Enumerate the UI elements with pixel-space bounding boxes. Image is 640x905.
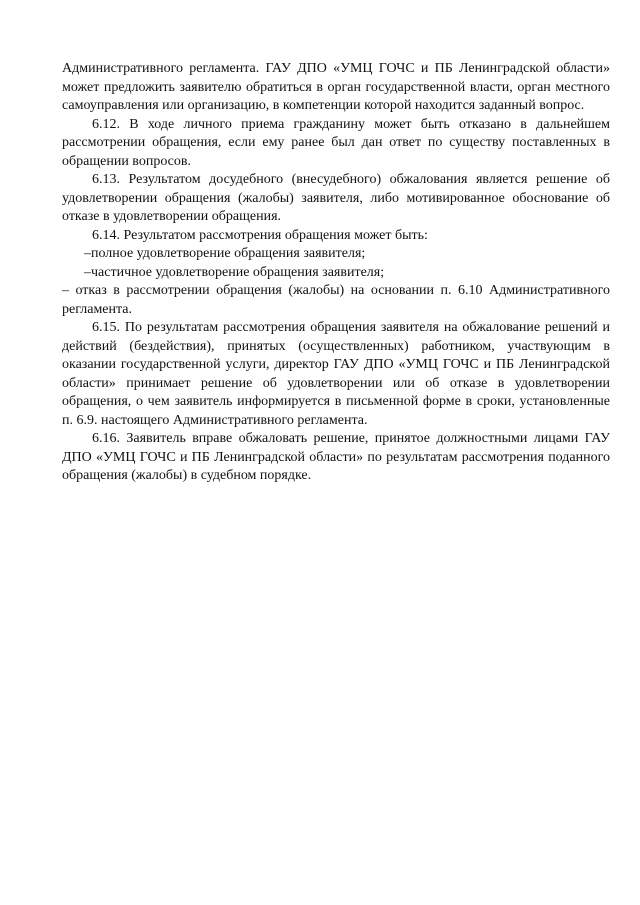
paragraph-6-12: 6.12. В ходе личного приема гражданину может быть отказано в дальнейшем рассмотрении обращения, если ему ранее был дан ответ по существу поставленных в обращении вопросов. <box>62 116 610 169</box>
paragraph-6-13: 6.13. Результатом досудебного (внесудебного) обжалования является решение об удовлетворении обращения (жалобы) заявителя, либо мотивированное обоснование об отказе в удовлетворении обращения. <box>62 172 610 224</box>
list-item-partial-satisfaction: –частичное удовлетворение обращения заявителя; <box>84 264 385 280</box>
document-page <box>62 60 610 486</box>
list-item-full-satisfaction: –полное удовлетворение обращения заявителя; <box>84 246 366 261</box>
paragraph-6-15: 6.15. По результатам рассмотрения обращения заявителя на обжалование решений и действий (бездействия), принятых (осуществленных) работником, участвующим в оказании государственной услуги, директор ГАУ ДПО «УМЦ ГОЧС и ПБ Ленинградской области» принимает решение об удовлетворении или об отказе в удовлетворении обращения, о чем заявитель информируется в письменной форме в сроки, установленные п. 6.9. настоящего Административного регламента. <box>62 320 610 428</box>
list-item-refusal: – отказ в рассмотрении обращения (жалобы) на основании п. 6.10 Административного регламента. <box>62 283 610 317</box>
paragraph-6-16: 6.16. Заявитель вправе обжаловать решение, принятое должностными лицами ГАУ ДПО «УМЦ ГОЧС и ПБ Ленинградской области» по результатам рассмотрения поданного обращения (жалобы) в судебном порядке. <box>62 431 610 483</box>
paragraph-6-14: 6.14. Результатом рассмотрения обращения может быть: <box>92 227 428 243</box>
paragraph-continuation: Административного регламента. ГАУ ДПО «УМЦ ГОЧС и ПБ Ленинградской области» может предложить заявителю обратиться в орган государственной власти, орган местного самоуправления или организацию, в компетенции которой находится заданный вопрос. <box>62 61 610 113</box>
